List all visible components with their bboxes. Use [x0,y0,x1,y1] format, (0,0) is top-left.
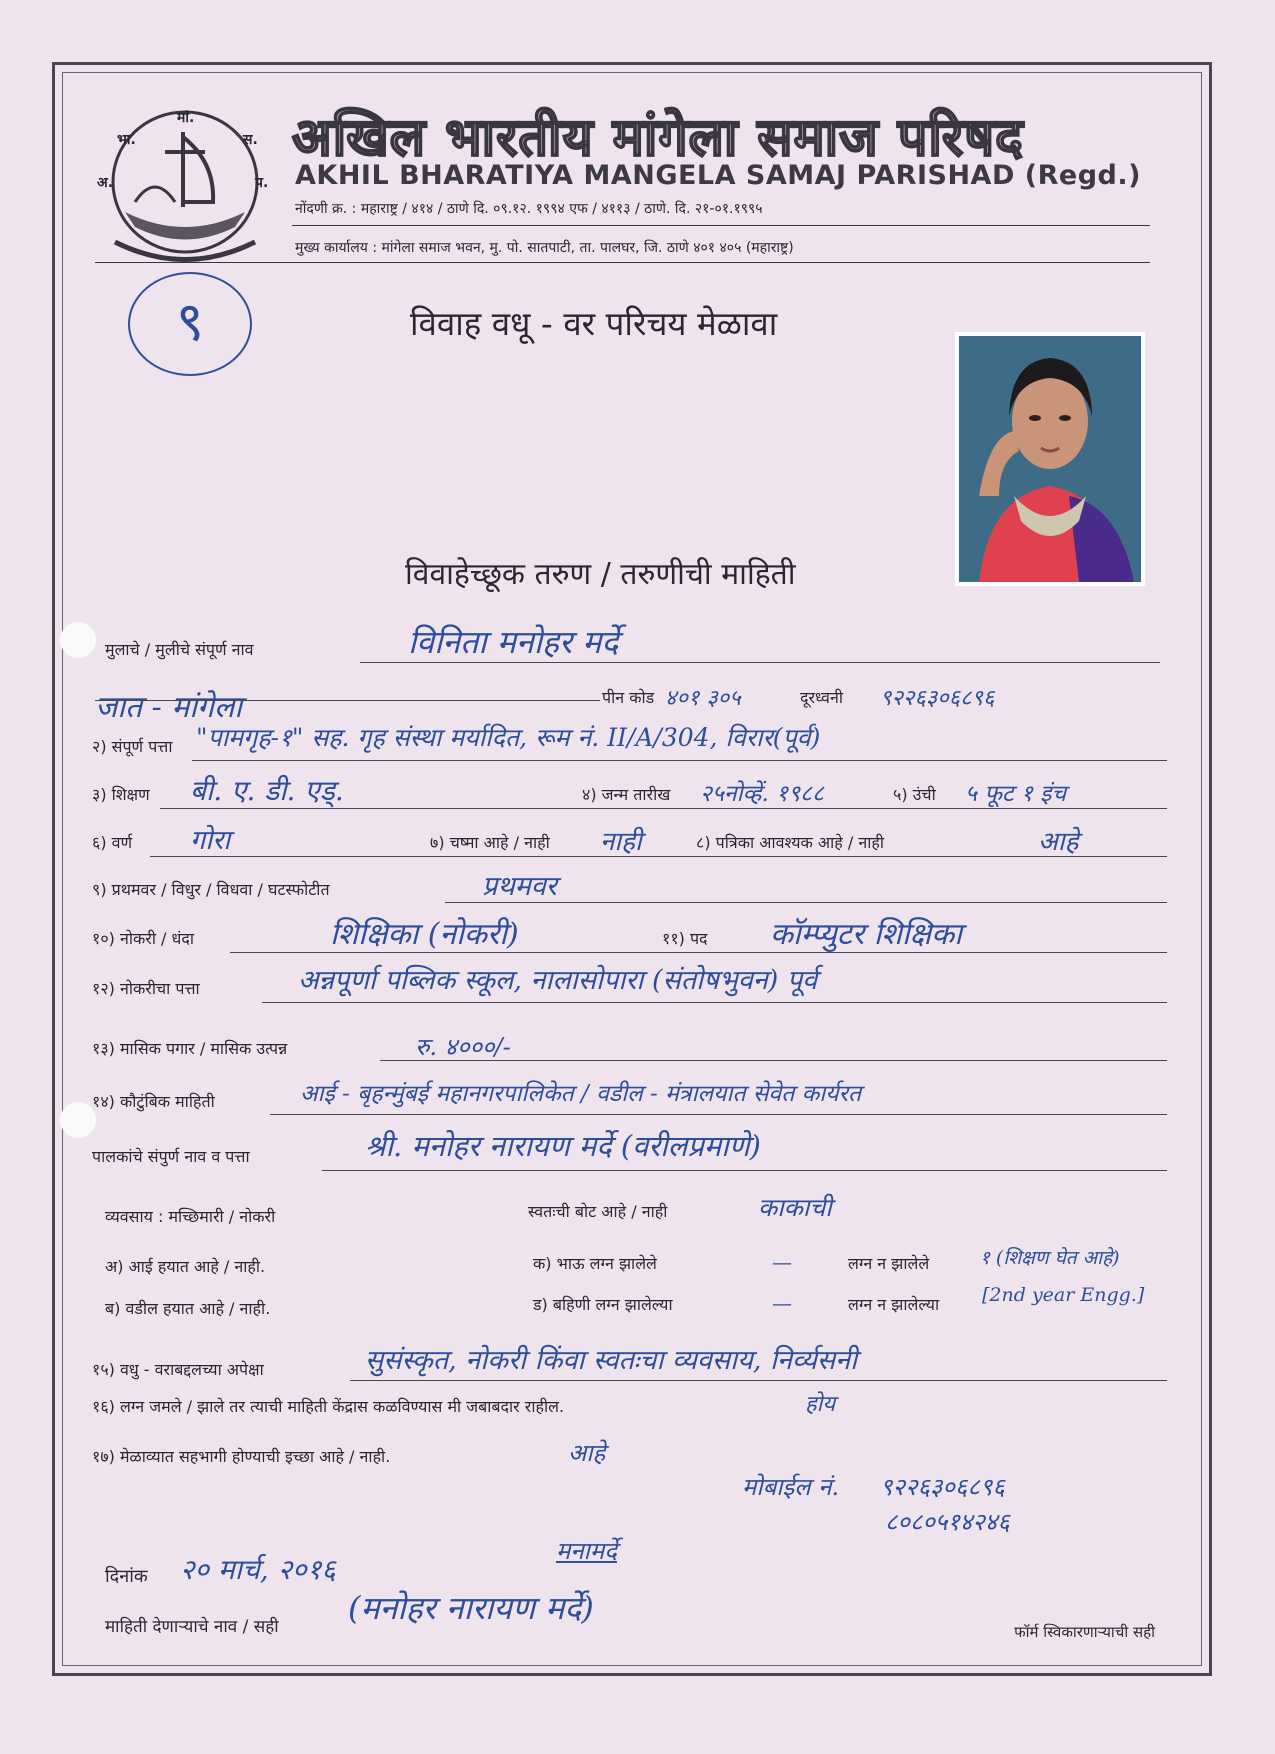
field-label-pincode: पीन कोड [602,688,655,707]
logo-letter-1: मां. [177,110,195,126]
form-number-circle: ९ [128,272,252,376]
field-label-marital: ९) प्रथमवर / विधुर / विधवा / घटस्फोटीत [92,880,330,899]
punch-hole-bottom [60,1102,96,1138]
field-line-job-address [262,1002,1167,1003]
field-label-job-address: १२) नोकरीचा पत्ता [92,979,200,998]
date-value: २० मार्च, २०१६ [180,1553,336,1586]
mobile-number-2: ८०८०५१४२४६ [885,1508,1010,1536]
field-value-dob: २५नोव्हें. १९८८ [700,781,824,807]
field-label-family: १४) कौटुंबिक माहिती [92,1092,215,1111]
info-section-title: विवाहेच्छूक तरुण / तरुणीची माहिती [405,557,796,592]
field-line-caste [95,700,600,701]
logo-letter-3: अ. [97,175,114,191]
mobile-number-1: ९२२६३०६८९६ [880,1473,1005,1501]
field-value-parent: श्री. मनोहर नारायण मर्दे (वरीलप्रमाणे) [365,1129,761,1163]
field-label-income: १३) मासिक पगार / मासिक उत्पन्न [92,1039,288,1058]
field-value-phone: ९२२६३०६८९६ [880,686,995,711]
field-value-family: आई - बृहन्मुंबई महानगरपालिकेत / वडील - मंत्रालयात सेवेत कार्यरत [300,1081,862,1107]
field-value-boat: काकाची [758,1193,832,1222]
field-label-address: २) संपूर्ण पत्ता [92,737,173,756]
field-value-address: "पामगृह-१" सह. गृह संस्था मर्यादित, रूम नं. II/A/304, विरार(पूर्व) [196,723,821,752]
field-value-name: विनिता मनोहर मर्दे [408,623,619,661]
field-label-glasses: ७) चष्मा आहे / नाही [430,833,550,852]
field-value-complexion: गोरा [190,825,231,856]
candidate-photo [955,332,1145,586]
signer-value: (मनोहर नारायण मर्दे) [348,1589,594,1627]
field-label-occupation: व्यवसाय : मच्छिमारी / नोकरी [105,1207,276,1226]
mobile-label: मोबाईल नं. [742,1473,840,1501]
field-label-sisters-married: ड) बहिणी लग्न झालेल्या [533,1295,673,1314]
field-label-complexion: ६) वर्ण [92,833,133,852]
field-label-height: ५) उंची [893,785,936,804]
signature-scribble: मनामर्दे [556,1537,617,1565]
field-value-responsibility: होय [805,1392,836,1417]
society-logo [95,102,275,262]
field-line-address [192,760,1167,761]
field-value-sisters-unmarried: [2nd year Engg.] [982,1284,1145,1306]
field-value-marital: प्रथमवर [482,871,557,902]
field-label-parent: पालकांचे संपुर्ण नाव व पत्ता [92,1147,250,1166]
field-value-income: रु. ४०००/- [415,1033,511,1061]
field-value-participation: आहे [568,1439,606,1467]
punch-hole-top [60,622,96,658]
field-value-height: ५ फूट १ इंच [965,781,1067,807]
field-value-job-address: अन्नपूर्णा पब्लिक स्कूल, नालासोपारा (संतोषभुवन) पूर्व [298,965,818,996]
receiver-signature-label: फॉर्म स्विकारणाऱ्याची सही [1014,1623,1155,1641]
registration-number: नोंदणी क्र. : महाराष्ट्र / ४१४ / ठाणे दि. ०९.१२. १९९४ एफ / ४११३ / ठाणे. दि. २१-०१.१९९५ [295,201,763,217]
field-label-father: ब) वडील हयात आहे / नाही. [105,1299,271,1318]
logo-letter-5: प. [255,175,269,191]
field-line-family [270,1114,1167,1115]
field-value-horoscope: आहे [1038,827,1079,857]
field-label-responsibility: १६) लग्न जमले / झाले तर त्याची माहिती केंद्रास कळविण्यास मी जबाबदार राहील. [92,1397,565,1416]
field-label-education: ३) शिक्षण [92,785,150,804]
field-label-brothers-unmarried: लग्न न झालेले [848,1254,930,1273]
field-value-brothers-married: — [772,1250,792,1274]
office-address: मुख्य कार्यालय : मांगेला समाज भवन, मु. पो. सातपाटी, ता. पालघर, जि. ठाणे ४०१ ४०५ (महाराष्ट्र) [295,240,794,256]
org-title-marathi: अखिल भारतीय मांगेला समाज परिषद [292,108,1024,168]
field-value-post: कॉम्प्युटर शिक्षिका [770,917,962,952]
field-value-glasses: नाही [600,827,642,857]
field-value-sisters-married: — [772,1291,792,1315]
event-title: विवाह वधू - वर परिचय मेळावा [410,304,778,343]
date-label: दिनांक [105,1566,148,1587]
field-label-brothers-married: क) भाऊ लग्न झालेले [533,1254,657,1273]
field-value-expectations: सुसंस्कृत, नोकरी किंवा स्वतःचा व्यवसाय, निर्व्यसनी [365,1345,858,1376]
field-label-name: मुलाचे / मुलीचे संपूर्ण नाव [105,640,254,659]
logo-letter-2: भा. [117,132,136,148]
field-label-phone: दूरध्वनी [800,688,843,707]
field-label-dob: ४) जन्म तारीख [582,785,671,804]
field-line-parent [322,1170,1167,1171]
org-title-english: AKHIL BHARATIYA MANGELA SAMAJ PARISHAD (Regd.) [295,160,1141,191]
field-label-post: ११) पद [662,929,708,948]
field-label-boat: स्वतःची बोट आहे / नाही [528,1202,668,1221]
field-value-brothers-unmarried: १ (शिक्षण घेत आहे) [980,1247,1120,1269]
header-bottom-divider [95,262,1150,263]
field-line-complexion [150,856,1167,857]
field-label-sisters-unmarried: लग्न न झालेल्या [848,1295,940,1314]
field-label-horoscope: ८) पत्रिका आवश्यक आहे / नाही [696,833,885,852]
portrait-illustration [959,336,1141,582]
field-value-education: बी. ए. डी. एड्. [190,774,344,807]
field-label-mother: अ) आई हयात आहे / नाही. [105,1257,266,1276]
field-value-job: शिक्षिका (नोकरी) [330,917,519,952]
logo-letter-4: स. [243,132,258,148]
field-label-expectations: १५) वधु - वराबद्दलच्या अपेक्षा [92,1360,264,1379]
field-label-job: १०) नोकरी / धंदा [92,929,195,948]
field-label-participation: १७) मेळाव्यात सहभागी होण्याची इच्छा आहे / नाही. [92,1447,391,1466]
field-line-expectations [350,1380,1167,1381]
signer-label: माहिती देणाऱ्याचे नाव / सही [105,1617,279,1637]
header-divider [292,225,1150,226]
field-value-pincode: ४०१ ३०५ [665,686,741,711]
field-value-caste: जात - मांगेला [95,690,243,725]
